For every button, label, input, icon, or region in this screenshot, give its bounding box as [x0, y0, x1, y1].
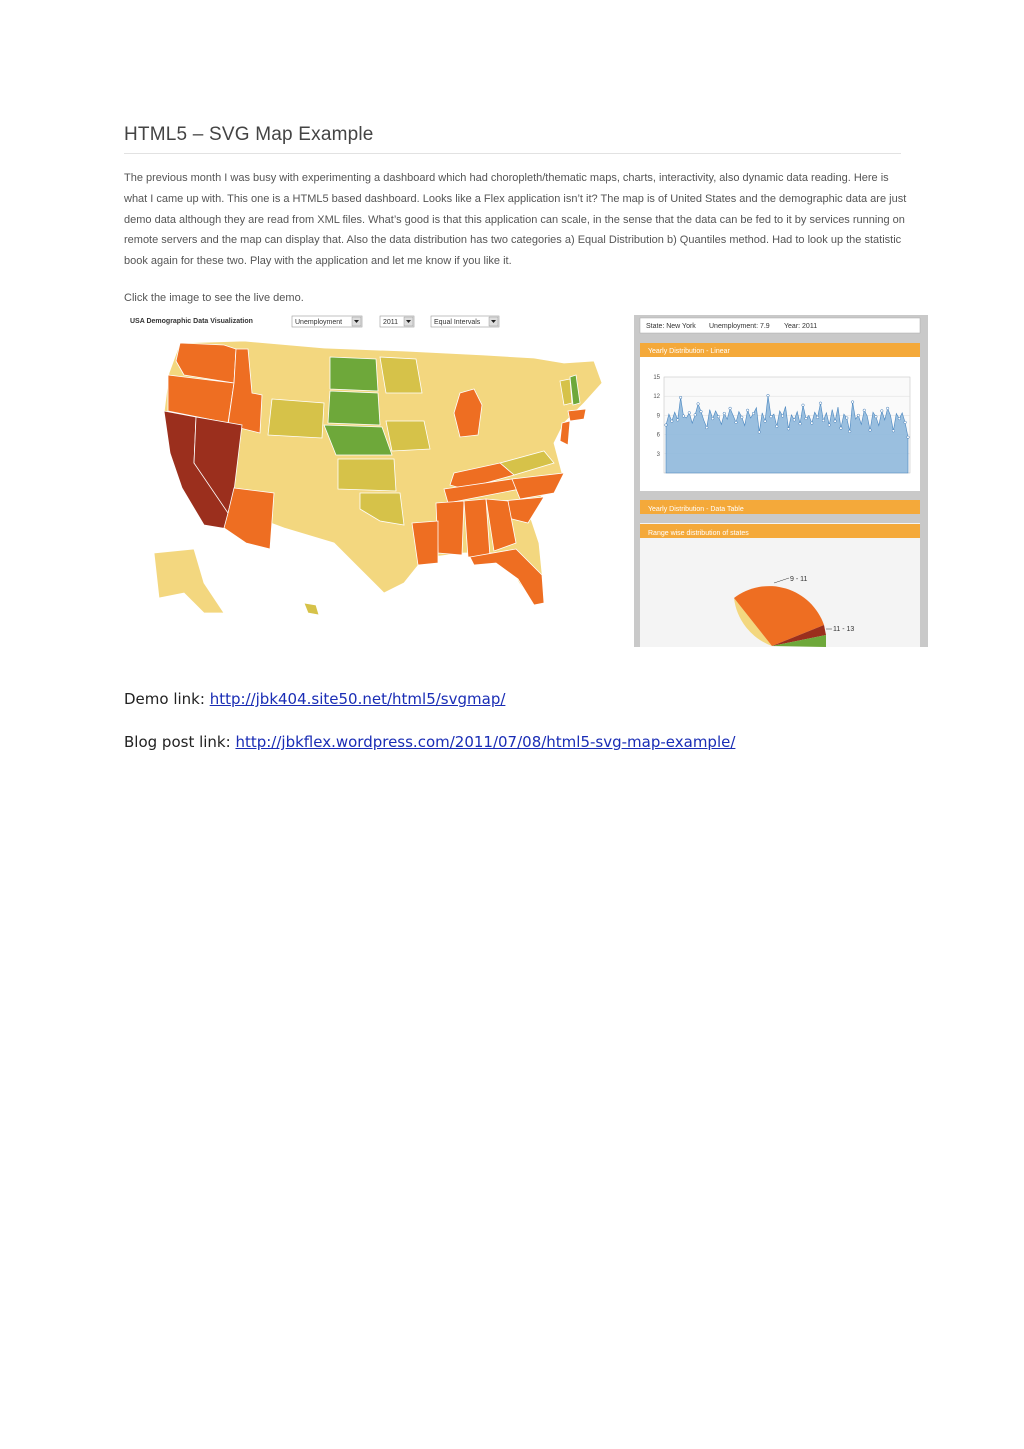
- data-point[interactable]: [793, 419, 796, 422]
- blog-link-line: [124, 731, 735, 753]
- status-state: State: New York: [646, 323, 696, 330]
- data-point[interactable]: [700, 410, 703, 413]
- pie-label-11-13: 11 - 13: [833, 626, 855, 633]
- data-point[interactable]: [770, 415, 773, 418]
- measure-select-value: Unemployment: [295, 319, 343, 326]
- data-point[interactable]: [892, 430, 895, 433]
- data-point[interactable]: [697, 403, 700, 406]
- data-point[interactable]: [746, 409, 749, 412]
- data-point[interactable]: [679, 396, 682, 399]
- data-point[interactable]: [694, 414, 697, 417]
- year-select-value: 2011: [383, 319, 399, 326]
- data-point[interactable]: [819, 402, 822, 405]
- measure-select[interactable]: [292, 316, 362, 327]
- data-point[interactable]: [723, 412, 726, 415]
- data-point[interactable]: [828, 424, 831, 427]
- dashboard-title: USA Demographic Data Visualization: [130, 318, 253, 325]
- data-point[interactable]: [717, 415, 720, 418]
- year-select[interactable]: [380, 316, 414, 327]
- data-point[interactable]: [688, 412, 691, 415]
- image-caption: Click the image to see the live demo.: [124, 292, 304, 304]
- data-point[interactable]: [752, 412, 755, 415]
- y-tick-label: 6: [656, 432, 660, 439]
- demo-link-label: Demo link:: [124, 690, 210, 708]
- demo-link-line: [124, 688, 735, 710]
- data-point[interactable]: [834, 420, 837, 423]
- data-point[interactable]: [711, 417, 714, 420]
- data-point[interactable]: [857, 414, 860, 417]
- data-point[interactable]: [741, 416, 744, 419]
- pie-label-9-11: 9 - 11: [790, 576, 808, 583]
- y-tick-label: 12: [653, 394, 660, 401]
- data-point[interactable]: [758, 431, 761, 434]
- status-unemployment: Unemployment: 7.9: [709, 323, 770, 330]
- y-tick-label: 9: [656, 413, 660, 420]
- data-point[interactable]: [898, 417, 901, 420]
- data-point[interactable]: [802, 404, 805, 407]
- blog-post-link[interactable]: http://jbkflex.wordpress.com/2011/07/08/html5-svg-map-example/: [235, 733, 736, 751]
- data-point[interactable]: [811, 422, 814, 425]
- title-divider: [124, 153, 901, 154]
- data-point[interactable]: [729, 407, 732, 410]
- data-point[interactable]: [848, 430, 851, 433]
- data-point[interactable]: [907, 436, 910, 439]
- data-point[interactable]: [869, 429, 872, 432]
- data-point[interactable]: [875, 415, 878, 418]
- data-point[interactable]: [881, 410, 884, 413]
- data-point[interactable]: [776, 425, 779, 428]
- data-point[interactable]: [767, 394, 770, 397]
- data-point[interactable]: [764, 420, 767, 423]
- data-point[interactable]: [840, 427, 843, 430]
- method-select[interactable]: [431, 316, 499, 327]
- range-panel-title: Range wise distribution of states: [648, 530, 749, 537]
- data-point[interactable]: [682, 415, 685, 418]
- data-point[interactable]: [671, 420, 674, 423]
- method-select-value: Equal Intervals: [434, 319, 481, 326]
- data-point[interactable]: [851, 401, 854, 404]
- data-point[interactable]: [863, 409, 866, 412]
- data-point[interactable]: [781, 415, 784, 418]
- y-tick-label: 3: [656, 451, 660, 458]
- data-point[interactable]: [706, 426, 709, 429]
- data-point[interactable]: [886, 407, 889, 410]
- article-body: The previous month I was busy with experimenting a dashboard which had choropleth/thematic maps, charts, interactivity, also dynamic data reading. Here is what I came up with. This one is a HTML5 based dashboard. Looks like a Flex application isn’t it? The map is of United States and the demographic data are just demo data although they are read from XML files. What’s good is that this application can scale, in the sense that the data can be fed to it by services running on remote servers and the map can display that. Also the data distribution has two categories a) Equal Distribution b) Quantiles method. Had to look up the statistic book again for these two. Play with the application and let me know if you like it.: [124, 172, 907, 268]
- demo-link[interactable]: http://jbk404.site50.net/html5/svgmap/: [209, 690, 506, 708]
- dashboard-screenshot[interactable]: [124, 313, 930, 647]
- data-point[interactable]: [822, 419, 825, 422]
- table-panel-title: Yearly Distribution - Data Table: [648, 506, 744, 513]
- data-point[interactable]: [787, 428, 790, 431]
- y-tick-label: 15: [653, 375, 660, 381]
- blog-link-label: Blog post link:: [124, 733, 236, 751]
- data-point[interactable]: [805, 417, 808, 420]
- data-point[interactable]: [735, 421, 738, 424]
- data-point[interactable]: [665, 424, 668, 427]
- data-point[interactable]: [799, 422, 802, 425]
- yearly-line-chart: [653, 375, 910, 473]
- data-point[interactable]: [846, 417, 849, 420]
- link-section: [124, 688, 735, 774]
- article-title: HTML5 – SVG Map Example: [124, 124, 374, 145]
- status-year: Year: 2011: [784, 323, 818, 330]
- data-point[interactable]: [676, 419, 679, 422]
- data-point[interactable]: [816, 416, 819, 419]
- data-point[interactable]: [904, 421, 907, 424]
- linear-panel-title: Yearly Distribution - Linear: [648, 348, 730, 355]
